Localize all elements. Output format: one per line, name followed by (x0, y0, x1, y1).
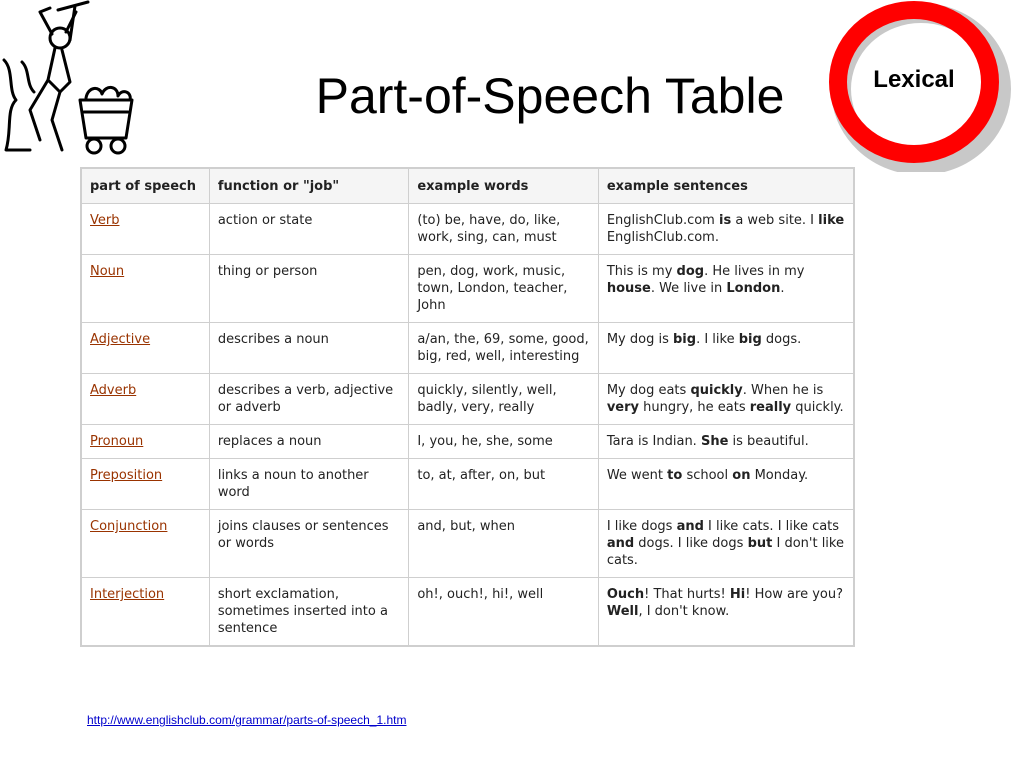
highlighted-word: very (606, 400, 640, 415)
sentence-text: is beautiful. (728, 434, 809, 449)
function-cell: short exclamation, sometimes inserted into a sentence (209, 578, 409, 647)
sentence-text: . (780, 281, 785, 296)
highlighted-word: London (726, 281, 781, 296)
function-cell: describes a verb, adjective or adverb (209, 374, 409, 425)
pos-cell (81, 510, 209, 578)
lexical-badge-label: Lexical (873, 66, 955, 93)
sentence-text: EnglishClub.com (606, 213, 719, 228)
sentence-text: a web site. I (731, 213, 819, 228)
highlighted-word: and (606, 536, 635, 551)
example-sentence-cell (598, 510, 854, 578)
pos-cell (81, 204, 209, 255)
sentence-text: dogs. (761, 332, 802, 347)
sentence-text: This is my (606, 264, 677, 279)
example-words-cell: oh!, ouch!, hi!, well (409, 578, 598, 647)
sentence-text: . When he is (742, 383, 824, 398)
pos-link[interactable]: Verb (90, 213, 120, 228)
pos-link[interactable]: Conjunction (90, 519, 168, 534)
sentence-text: We went (606, 468, 668, 483)
example-words-cell: I, you, he, she, some (409, 425, 598, 459)
example-words-cell: and, but, when (409, 510, 598, 578)
example-words-cell: to, at, after, on, but (409, 459, 598, 510)
sentence-text: . He lives in my (704, 264, 805, 279)
sentence-text: EnglishClub.com. (606, 230, 719, 245)
header-part-of-speech: part of speech (81, 168, 209, 204)
function-cell: replaces a noun (209, 425, 409, 459)
example-sentence-cell (598, 578, 854, 647)
highlighted-word: quickly (690, 383, 743, 398)
pos-cell (81, 425, 209, 459)
example-words-cell: pen, dog, work, music, town, London, teacher, John (409, 255, 598, 323)
example-words-cell: a/an, the, 69, some, good, big, red, well, interesting (409, 323, 598, 374)
sentence-text: I like dogs (606, 519, 677, 534)
sentence-text: dogs. I like dogs (634, 536, 748, 551)
pos-cell (81, 374, 209, 425)
highlighted-word: Hi (729, 587, 746, 602)
highlighted-word: really (749, 400, 792, 415)
highlighted-word: like (818, 213, 845, 228)
pos-link[interactable]: Noun (90, 264, 125, 279)
example-words-cell: (to) be, have, do, like, work, sing, can, must (409, 204, 598, 255)
header-example-words: example words (409, 168, 598, 204)
pos-link[interactable]: Adverb (90, 383, 137, 398)
pos-cell (81, 578, 209, 647)
example-sentence-cell (598, 459, 854, 510)
sentence-text: I like cats. I like cats (703, 519, 840, 534)
highlighted-word: but (747, 536, 773, 551)
table-row (81, 204, 854, 255)
highlighted-word: and (676, 519, 704, 534)
highlighted-word: Ouch (606, 587, 645, 602)
sentence-text: I don't like cats. (606, 536, 844, 568)
pos-cell (81, 323, 209, 374)
example-words-cell: quickly, silently, well, badly, very, really (409, 374, 598, 425)
table-row (81, 323, 854, 374)
source-link[interactable]: http://www.englishclub.com/grammar/parts-of-speech_1.htm (87, 713, 407, 727)
function-cell: thing or person (209, 255, 409, 323)
sentence-text: , I don't know. (638, 604, 730, 619)
sentence-text: . We live in (650, 281, 727, 296)
sentence-text: quickly. (791, 400, 844, 415)
highlighted-word: big (672, 332, 697, 347)
sentence-text: ! How are you? (745, 587, 843, 602)
sentence-text: Tara is Indian. (606, 434, 701, 449)
header-example-sentences: example sentences (598, 168, 854, 204)
pos-link[interactable]: Pronoun (90, 434, 144, 449)
table-row (81, 578, 854, 647)
slide-title: Part-of-Speech Table (315, 68, 785, 124)
highlighted-word: is (718, 213, 732, 228)
pos-link[interactable]: Interjection (90, 587, 165, 602)
function-cell: action or state (209, 204, 409, 255)
sentence-text: . I like (696, 332, 739, 347)
miner-icon (0, 0, 140, 160)
table-row (81, 459, 854, 510)
function-cell: links a noun to another word (209, 459, 409, 510)
part-of-speech-table (80, 167, 855, 647)
highlighted-word: on (732, 468, 751, 483)
highlighted-word: big (738, 332, 762, 347)
pos-cell (81, 255, 209, 323)
sentence-text: My dog is (606, 332, 673, 347)
highlighted-word: dog (676, 264, 705, 279)
table-row (81, 510, 854, 578)
sentence-text: My dog eats (606, 383, 691, 398)
example-sentence-cell (598, 374, 854, 425)
example-sentence-cell (598, 323, 854, 374)
pos-link[interactable]: Preposition (90, 468, 163, 483)
highlighted-word: She (700, 434, 729, 449)
highlighted-word: house (606, 281, 651, 296)
pos-link[interactable]: Adjective (90, 332, 151, 347)
example-sentence-cell (598, 425, 854, 459)
table-header-row (81, 168, 854, 204)
example-sentence-cell (598, 255, 854, 323)
highlighted-word: Well (606, 604, 639, 619)
example-sentence-cell (598, 204, 854, 255)
sentence-text: hungry, he eats (639, 400, 750, 415)
highlighted-word: to (667, 468, 683, 483)
sentence-text: ! That hurts! (644, 587, 730, 602)
sentence-text: school (682, 468, 733, 483)
table-row (81, 374, 854, 425)
table-row (81, 255, 854, 323)
table-row (81, 425, 854, 459)
pos-cell (81, 459, 209, 510)
function-cell: describes a noun (209, 323, 409, 374)
header-function: function or "job" (209, 168, 409, 204)
sentence-text: Monday. (750, 468, 809, 483)
function-cell: joins clauses or sentences or words (209, 510, 409, 578)
